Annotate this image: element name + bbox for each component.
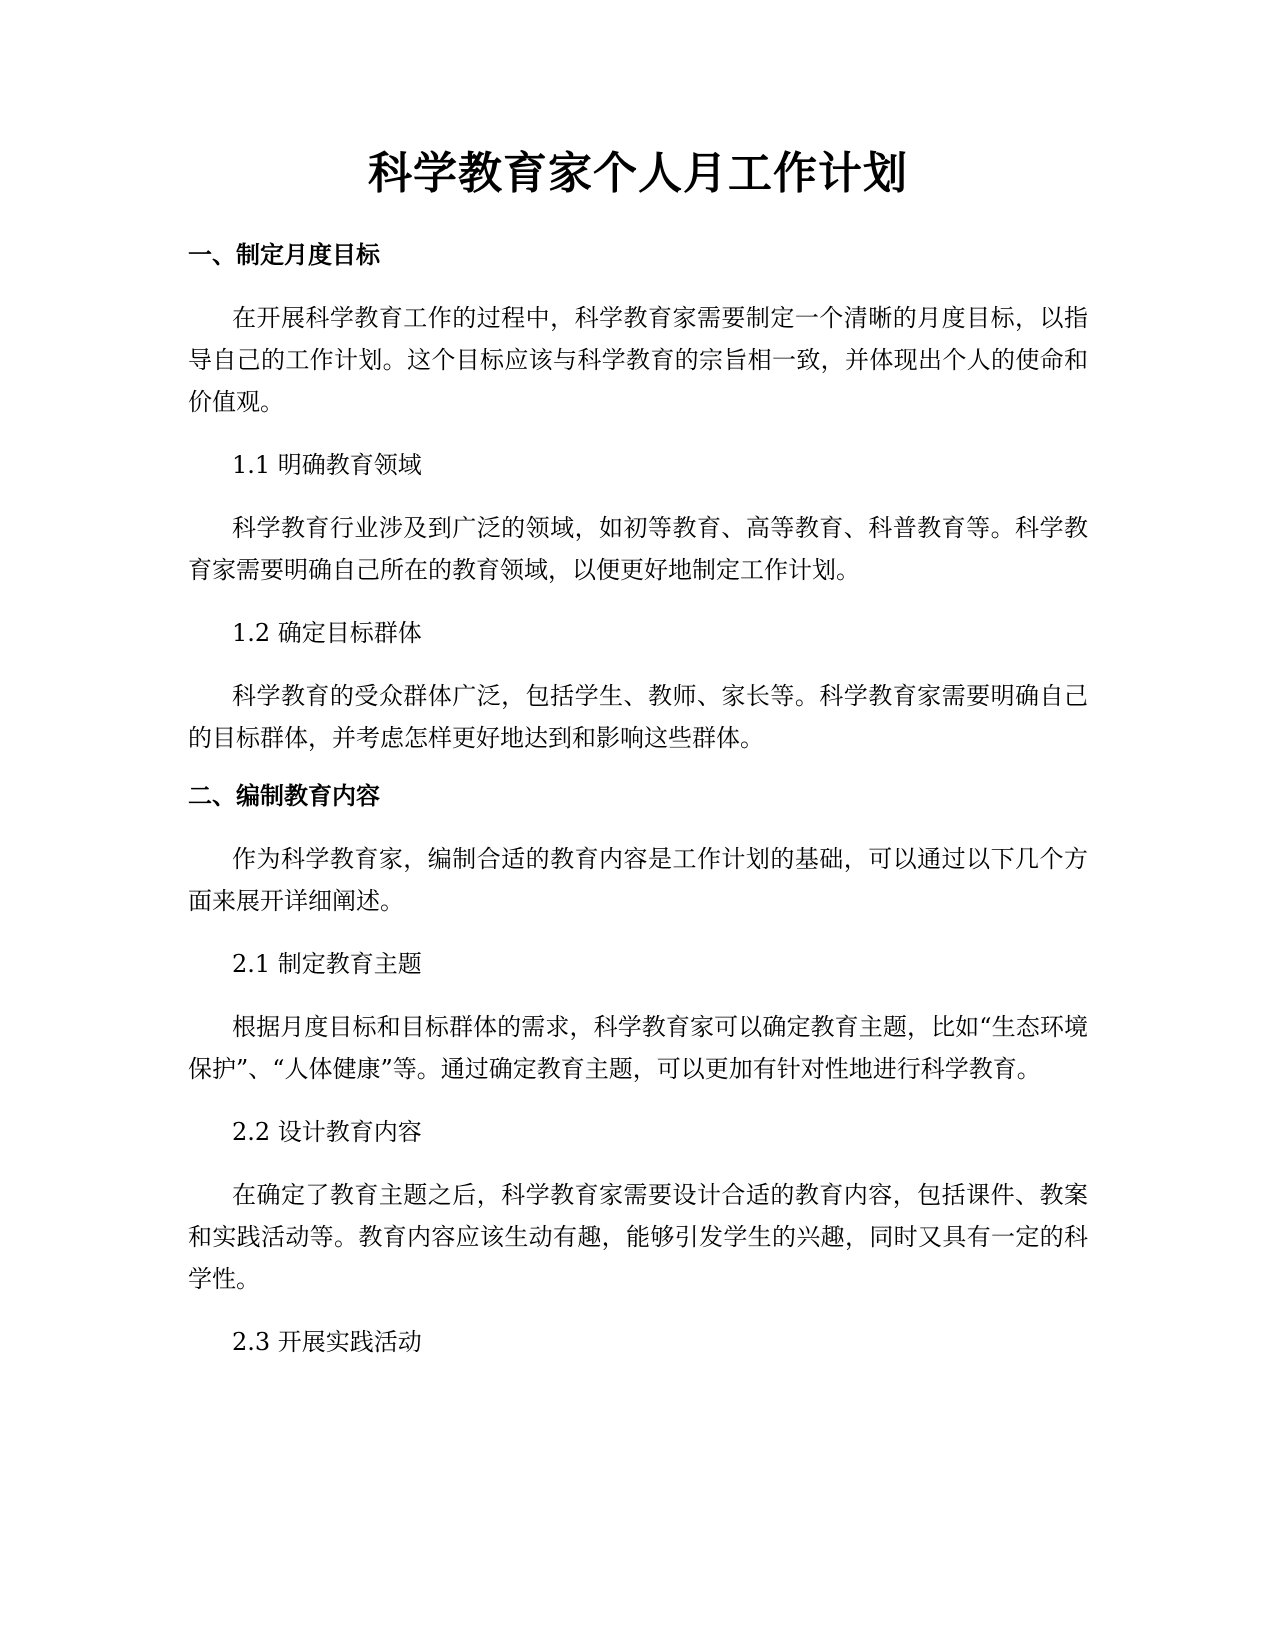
document-content <box>188 145 1088 1384</box>
section-intro-paragraph: 在开展科学教育工作的过程中，科学教育家需要制定一个清晰的月度目标，以指导自己的工作计划。这个目标应该与科学教育的宗旨相一致，并体现出个人的使命和价值观。 <box>188 304 1088 416</box>
subsection-heading: 2.3 开展实践活动 <box>232 1328 422 1356</box>
section-heading: 二、编制教育内容 <box>188 782 380 810</box>
section-intro-paragraph: 作为科学教育家，编制合适的教育内容是工作计划的基础，可以通过以下几个方面来展开详细阐述。 <box>188 845 1088 915</box>
subsection-heading: 1.2 确定目标群体 <box>232 619 422 647</box>
subsection-heading: 2.2 设计教育内容 <box>232 1118 422 1146</box>
subsection-heading: 2.1 制定教育主题 <box>232 950 422 978</box>
subsection-paragraph: 科学教育的受众群体广泛，包括学生、教师、家长等。科学教育家需要明确自己的目标群体，并考虑怎样更好地达到和影响这些群体。 <box>188 682 1088 752</box>
subsection-heading: 1.1 明确教育领域 <box>232 451 422 479</box>
subsection-paragraph: 在确定了教育主题之后，科学教育家需要设计合适的教育内容，包括课件、教案和实践活动等。教育内容应该生动有趣，能够引发学生的兴趣，同时又具有一定的科学性。 <box>188 1181 1088 1293</box>
subsection-paragraph: 根据月度目标和目标群体的需求，科学教育家可以确定教育主题，比如“生态环境保护”、“人体健康”等。通过确定教育主题，可以更加有针对性地进行科学教育。 <box>188 1013 1088 1083</box>
document-title: 科学教育家个人月工作计划 <box>368 148 908 199</box>
subsection-paragraph: 科学教育行业涉及到广泛的领域，如初等教育、高等教育、科普教育等。科学教育家需要明确自己所在的教育领域，以便更好地制定工作计划。 <box>188 514 1088 584</box>
section-heading: 一、制定月度目标 <box>188 241 380 269</box>
